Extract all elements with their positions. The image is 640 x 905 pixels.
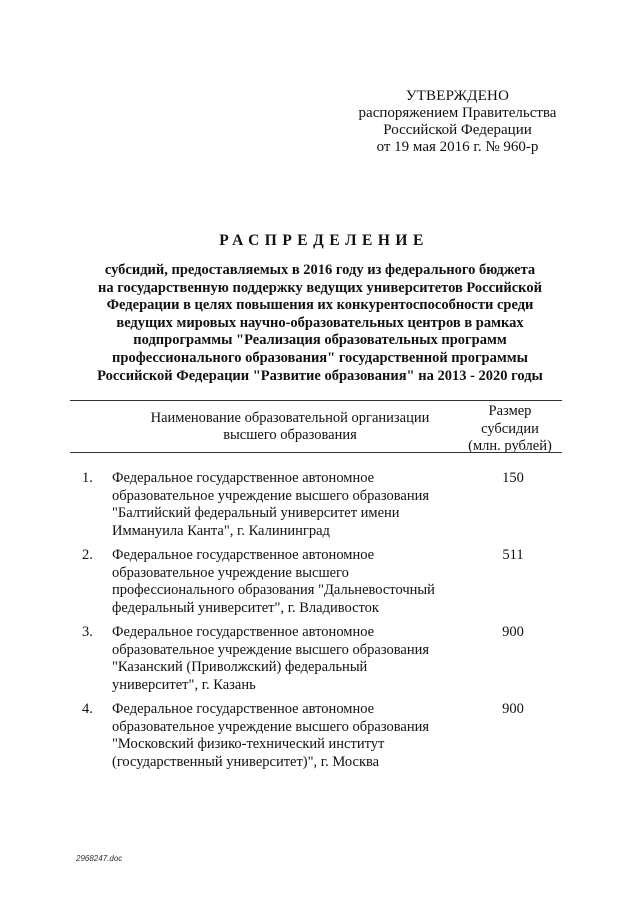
row-name-line: образовательное учреждение высшего образования xyxy=(112,718,430,735)
row-name-line: Федеральное государственное автономное xyxy=(112,470,375,486)
subtitle-line: подпрограммы "Реализация образовательных программ xyxy=(133,332,507,349)
row-name-line: образовательное учреждение высшего xyxy=(112,564,349,581)
column-header-line: Размер xyxy=(488,403,532,419)
row-name-line: "Балтийский федеральный университет имени xyxy=(112,505,400,522)
table-header-rule xyxy=(70,452,562,453)
table-row xyxy=(70,701,562,778)
subtitle-line: Федерации в целях повышения их конкурентоспособности среди xyxy=(106,297,534,314)
row-organization-name xyxy=(112,701,452,771)
column-header-line: субсидии xyxy=(481,420,539,437)
row-name-line: Федеральное государственное автономное xyxy=(112,701,375,717)
row-number: 2. xyxy=(82,547,93,563)
row-name-line: "Казанский (Приволжский) федеральный xyxy=(112,659,368,676)
row-amount: 511 xyxy=(502,547,524,563)
subtitle-line: Российской Федерации "Развитие образования" на 2013 - 2020 годы xyxy=(97,367,543,384)
row-amount: 900 xyxy=(502,701,524,717)
row-name-line: Иммануила Канта", г. Калининград xyxy=(112,522,330,539)
document-file-id: 2968247.doc xyxy=(76,854,123,863)
row-name-line: (государственный университет)", г. Москва xyxy=(112,753,380,770)
table-row xyxy=(70,470,562,547)
approval-line: распоряжением Правительства xyxy=(358,105,557,121)
document-subtitle xyxy=(60,262,580,385)
approval-line: от 19 мая 2016 г. № 960-р xyxy=(376,139,539,155)
table-body xyxy=(70,470,562,778)
subtitle-line: ведущих мировых научно-образовательных центров в рамках xyxy=(116,314,524,331)
column-header-name xyxy=(120,410,460,444)
subtitle-line: субсидий, предоставляемых в 2016 году из федерального бюджета xyxy=(104,262,536,278)
table-row xyxy=(70,547,562,624)
row-name-line: федеральный университет", г. Владивосток xyxy=(112,599,379,616)
subtitle-line: на государственную поддержку ведущих университетов Российской xyxy=(98,279,542,296)
subtitle-line: профессионального образования" государственной программы xyxy=(112,349,528,366)
row-number: 3. xyxy=(82,624,93,640)
approval-line: Российской Федерации xyxy=(383,122,532,138)
row-organization-name xyxy=(112,624,452,694)
row-organization-name xyxy=(112,470,452,540)
column-header-line: (млн. рублей) xyxy=(468,438,552,454)
row-amount: 900 xyxy=(502,624,524,640)
column-header-line: Наименование образовательной организации xyxy=(150,410,430,426)
row-number: 4. xyxy=(82,701,93,717)
approval-block xyxy=(330,88,585,156)
column-header-size xyxy=(458,403,562,456)
approval-heading: УТВЕРЖДЕНО xyxy=(405,88,510,104)
row-name-line: Федеральное государственное автономное xyxy=(112,547,375,563)
row-organization-name xyxy=(112,547,452,617)
row-amount: 150 xyxy=(502,470,524,486)
table-top-rule xyxy=(70,400,562,401)
row-number: 1. xyxy=(82,470,93,486)
row-name-line: университет", г. Казань xyxy=(112,676,256,693)
table-row xyxy=(70,624,562,701)
row-name-line: образовательное учреждение высшего образования xyxy=(112,641,430,658)
column-header-line: высшего образования xyxy=(223,427,357,443)
document-title: РАСПРЕДЕЛЕНИЕ xyxy=(219,232,429,249)
row-name-line: профессионального образования "Дальневосточный xyxy=(112,582,435,599)
row-name-line: образовательное учреждение высшего образования xyxy=(112,487,430,504)
row-name-line: Федеральное государственное автономное xyxy=(112,624,375,640)
row-name-line: "Московский физико-технический институт xyxy=(112,736,385,753)
